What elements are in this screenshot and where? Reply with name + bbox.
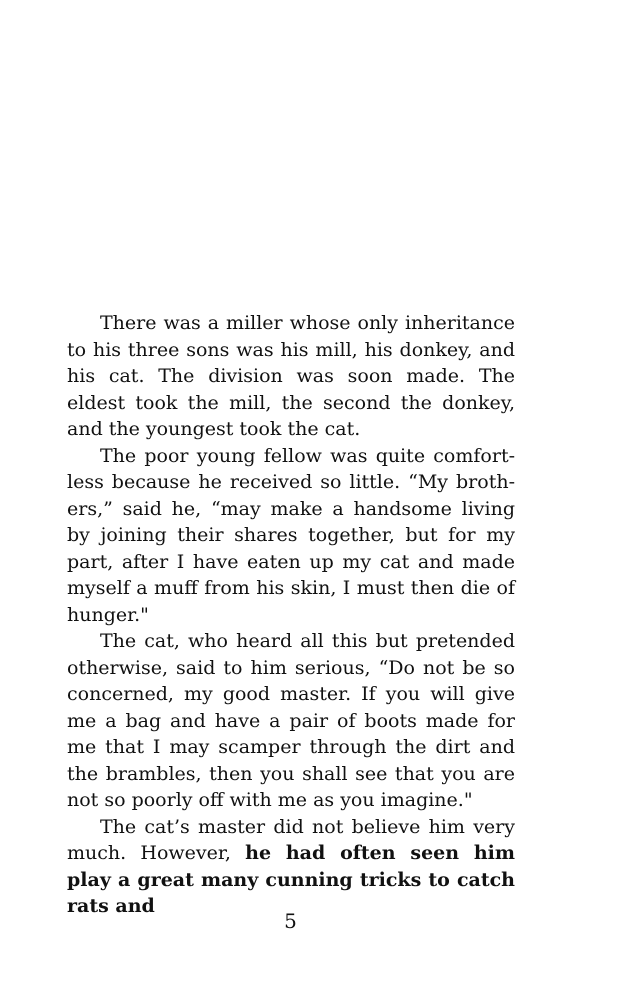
story-text xyxy=(67,310,515,920)
paragraph-2: The poor young fellow was quite comfortless because he received so little. “My brothers,” said he, “may make a handsome living by joining their shares together, but for my part, after I have eaten up my cat and made myself a muff from his skin, I must then die of hunger." xyxy=(67,444,515,626)
paragraph-3: The cat, who heard all this but pretended otherwise, said to him serious, “Do not be so concerned, my good master. If you will give me a bag and have a pair of boots made for me that I may scamper through the dirt and the brambles, then you shall see that you are not so poorly off with me as you imagine." xyxy=(67,630,515,811)
paragraph-4-bold: he had often seen him play a great many cunning tricks to catch rats and xyxy=(67,842,516,917)
page-number: 5 xyxy=(284,909,297,933)
paragraph-4 xyxy=(67,814,515,920)
paragraph-1: There was a miller whose only inheritance to his three sons was his mill, his donkey, and his cat. The division was soon made. The eldest took the mill, the second the donkey, and the youngest took the cat. xyxy=(67,312,515,440)
paragraph-4-regular: The cat’s master did not believe him very much. However, xyxy=(67,815,515,864)
